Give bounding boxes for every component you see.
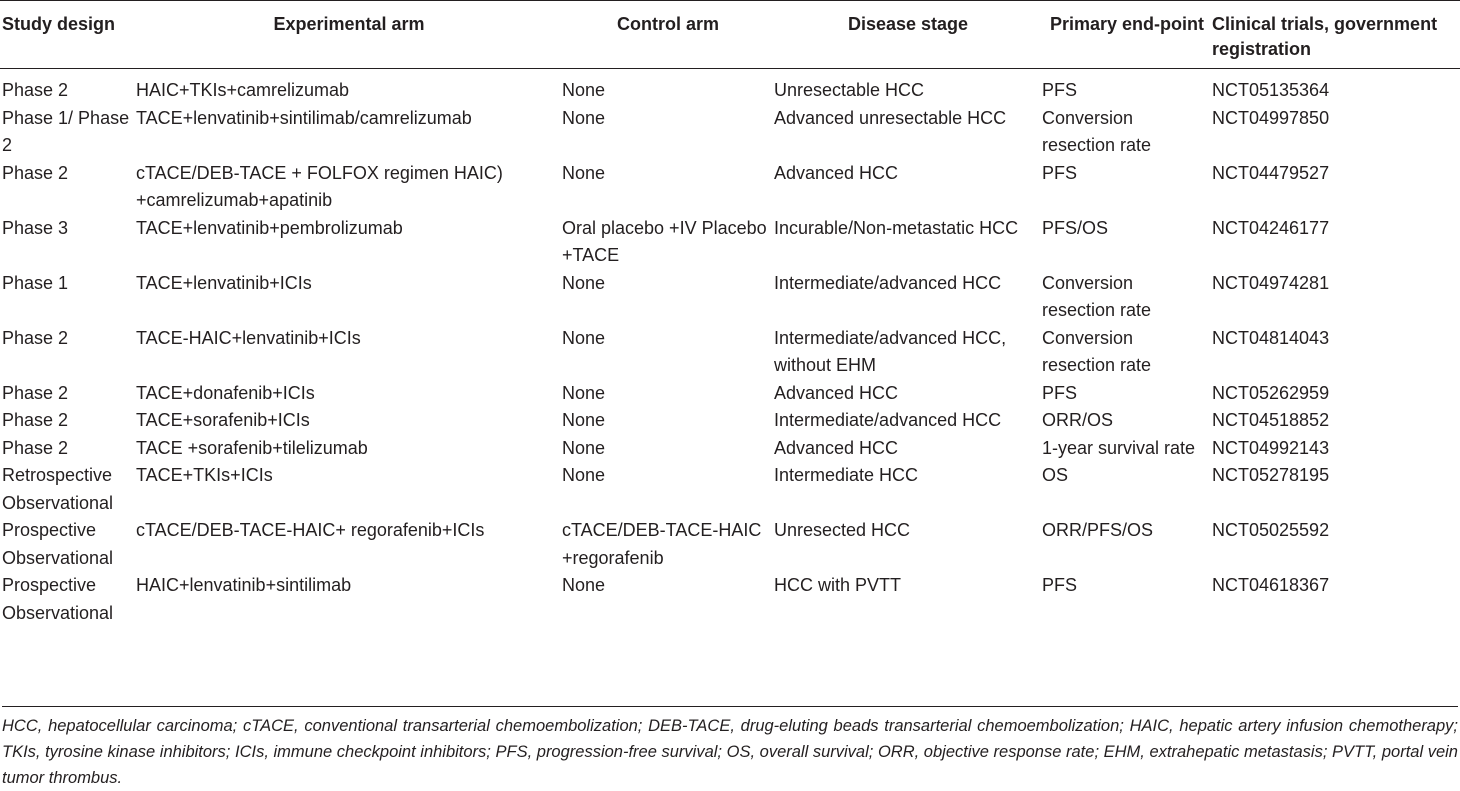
table-row (0, 517, 1460, 572)
control-arm-cell: None (562, 575, 606, 595)
experimental-arm-cell: cTACE/DEB-TACE-HAIC+ regorafenib+ICIs (136, 520, 485, 540)
study-design-cell: Phase 2 (2, 410, 69, 430)
study-design-cell: Phase 2 (2, 327, 69, 348)
registration-cell: NCT04518852 (1212, 410, 1330, 430)
primary-endpoint-cell: ORR/PFS/OS (1042, 520, 1154, 540)
disease-stage-cell: HCC with PVTT (774, 575, 902, 595)
header-disease-stage: Disease stage (774, 1, 1042, 69)
experimental-arm-cell: TACE+sorafenib+ICIs (136, 410, 310, 430)
control-arm-cell: None (562, 162, 606, 183)
primary-endpoint-cell: OS (1042, 465, 1069, 485)
disease-stage-cell: Intermediate/advanced HCC (774, 410, 1002, 430)
registration-cell: NCT04479527 (1212, 162, 1330, 183)
registration-cell: NCT04814043 (1212, 327, 1330, 348)
primary-endpoint-cell: PFS/OS (1042, 217, 1109, 238)
header-control-arm: Control arm (562, 1, 774, 69)
experimental-arm-cell: TACE+TKIs+ICIs (136, 465, 273, 485)
experimental-arm-cell: TACE+donafenib+ICIs (136, 382, 315, 403)
study-design-cell: Prospective Observational (2, 575, 114, 623)
study-design-cell: Prospective Observational (2, 520, 114, 568)
experimental-arm-cell: TACE+lenvatinib+ICIs (136, 272, 312, 293)
primary-endpoint-cell: 1-year survival rate (1042, 437, 1196, 458)
experimental-arm-cell: HAIC+lenvatinib+sintilimab (136, 575, 352, 595)
study-design-cell: Phase 2 (2, 162, 69, 183)
control-arm-cell: cTACE/DEB-TACE-HAIC +regorafenib (562, 520, 762, 568)
control-arm-cell: None (562, 410, 606, 430)
disease-stage-cell: Intermediate/advanced HCC (774, 272, 1002, 293)
experimental-arm-cell: TACE+lenvatinib+pembrolizumab (136, 217, 403, 238)
header-experimental-arm: Experimental arm (136, 1, 562, 69)
table-row (0, 462, 1460, 517)
study-design-cell: Retrospective Observational (2, 465, 114, 513)
registration-cell: NCT05262959 (1212, 382, 1330, 403)
disease-stage-cell: Incurable/Non-metastatic HCC (774, 217, 1019, 238)
primary-endpoint-cell: PFS (1042, 575, 1078, 595)
table-row (0, 215, 1460, 270)
table-row (0, 435, 1460, 463)
study-design-cell: Phase 1 (2, 272, 69, 293)
study-design-cell: Phase 3 (2, 217, 69, 238)
table-row (0, 105, 1460, 160)
registration-cell: NCT04974281 (1212, 272, 1330, 293)
disease-stage-cell: Advanced HCC (774, 437, 899, 458)
table-row (0, 270, 1460, 325)
experimental-arm-cell: HAIC+TKIs+camrelizumab (136, 80, 350, 100)
control-arm-cell: None (562, 272, 606, 293)
experimental-arm-cell: cTACE/DEB-TACE + FOLFOX regimen HAIC) +camrelizumab+apatinib (136, 162, 503, 210)
control-arm-cell: None (562, 382, 606, 403)
control-arm-cell: None (562, 465, 606, 485)
disease-stage-cell: Intermediate/advanced HCC, without EHM (774, 327, 1007, 375)
control-arm-cell: None (562, 80, 606, 100)
table-row (0, 160, 1460, 215)
control-arm-cell: None (562, 437, 606, 458)
header-study-design: Study design (0, 1, 136, 69)
primary-endpoint-cell: PFS (1042, 382, 1078, 403)
study-design-cell: Phase 2 (2, 382, 69, 403)
registration-cell: NCT04992143 (1212, 437, 1330, 458)
disease-stage-cell: Advanced HCC (774, 162, 899, 183)
registration-cell: NCT04618367 (1212, 575, 1330, 595)
study-design-cell: Phase 1/ Phase 2 (2, 107, 130, 155)
table-footnote: HCC, hepatocellular carcinoma; cTACE, conventional transarterial chemoembolization; DEB-TACE, drug-eluting beads transarterial chemoembolization; HAIC, hepatic artery infusion chemotherapy; TKIs, tyrosine kinase inhibitors; ICIs, immune checkpoint inhibitors; PFS, progression-free survival; OS, overall survival; ORR, objective response rate; EHM, extrahepatic metastasis; PVTT, portal vein tumor thrombus. (2, 706, 1458, 791)
table-header (0, 1, 1460, 69)
experimental-arm-cell: TACE-HAIC+lenvatinib+ICIs (136, 327, 361, 348)
primary-endpoint-cell: Conversion resection rate (1042, 272, 1152, 320)
control-arm-cell: Oral placebo +IV Placebo +TACE (562, 217, 767, 265)
experimental-arm-cell: TACE+lenvatinib+sintilimab/camrelizumab (136, 107, 472, 128)
primary-endpoint-cell: ORR/OS (1042, 410, 1114, 430)
disease-stage-cell: Intermediate HCC (774, 465, 919, 485)
experimental-arm-cell: TACE +sorafenib+tilelizumab (136, 437, 368, 458)
registration-cell: NCT04246177 (1212, 217, 1330, 238)
table-row (0, 69, 1460, 105)
table-row (0, 572, 1460, 632)
header-registration: Clinical trials, government registration (1212, 1, 1460, 69)
registration-cell: NCT05278195 (1212, 465, 1330, 485)
control-arm-cell: None (562, 327, 606, 348)
disease-stage-cell: Unresectable HCC (774, 80, 925, 100)
primary-endpoint-cell: Conversion resection rate (1042, 107, 1152, 155)
disease-stage-cell: Advanced unresectable HCC (774, 107, 1007, 128)
registration-cell: NCT05135364 (1212, 80, 1330, 100)
study-design-cell: Phase 2 (2, 80, 69, 100)
table-row (0, 380, 1460, 408)
disease-stage-cell: Unresected HCC (774, 520, 911, 540)
study-design-cell: Phase 2 (2, 437, 69, 458)
registration-cell: NCT04997850 (1212, 107, 1330, 128)
header-primary-endpoint: Primary end-point (1042, 1, 1212, 69)
disease-stage-cell: Advanced HCC (774, 382, 899, 403)
primary-endpoint-cell: PFS (1042, 162, 1078, 183)
table-row (0, 407, 1460, 435)
primary-endpoint-cell: PFS (1042, 80, 1078, 100)
registration-cell: NCT05025592 (1212, 520, 1330, 540)
table-row (0, 325, 1460, 380)
table-body (0, 69, 1460, 633)
control-arm-cell: None (562, 107, 606, 128)
header-row (0, 1, 1460, 69)
primary-endpoint-cell: Conversion resection rate (1042, 327, 1152, 375)
